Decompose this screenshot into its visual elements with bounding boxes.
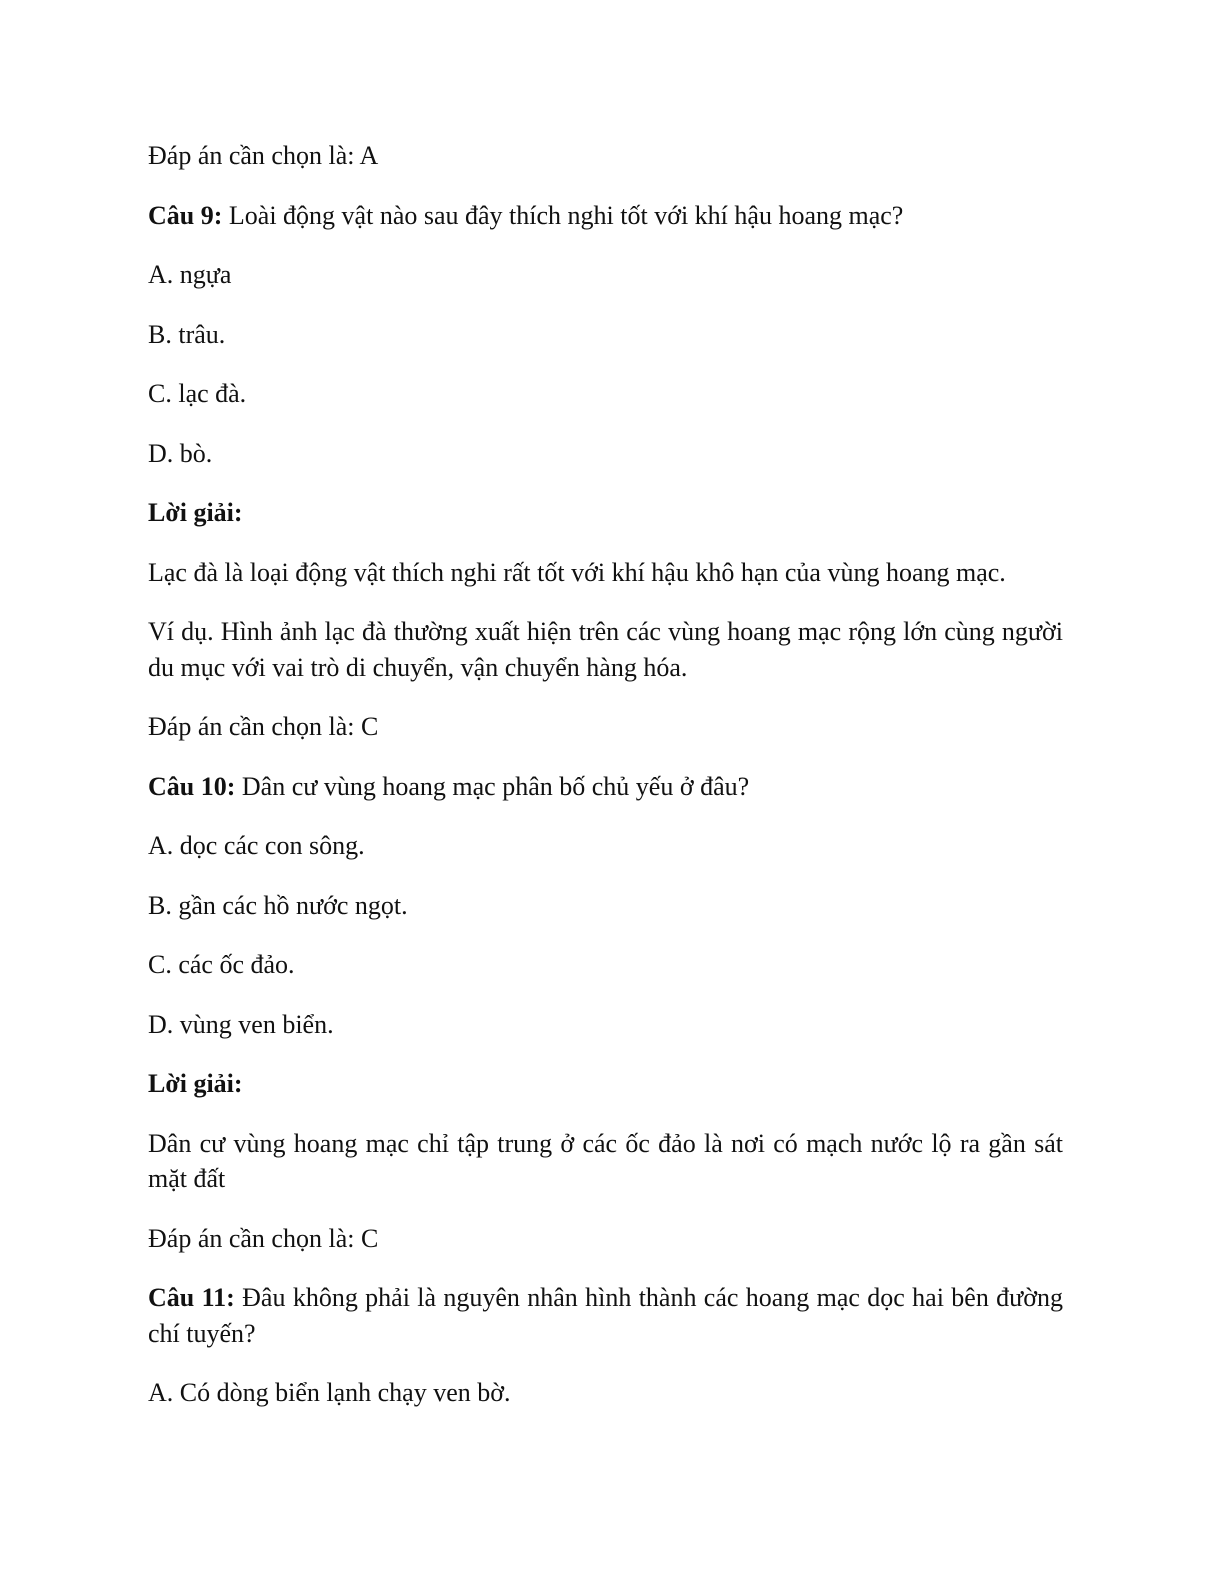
option-a: A. dọc các con sông. xyxy=(148,831,365,860)
answer-line: Đáp án cần chọn là: A xyxy=(148,141,379,170)
option-b: B. trâu. xyxy=(148,319,226,349)
option-c: C. các ốc đảo. xyxy=(148,950,295,979)
option-a: A. ngựa xyxy=(148,260,232,289)
question-text: Đâu không phải là nguyên nhân hình thành các hoang mạc dọc hai bên đường chí tuyến? xyxy=(148,1283,1063,1348)
question-11 xyxy=(148,1280,1063,1351)
solution-heading: Lời giải: xyxy=(148,1069,243,1098)
question-label: Câu 9: xyxy=(148,200,223,230)
option-a: A. Có dòng biển lạnh chạy ven bờ. xyxy=(148,1378,511,1407)
option-c: C. lạc đà. xyxy=(148,379,247,408)
answer-line: Đáp án cần chọn là: C xyxy=(148,712,379,741)
solution-paragraph: Dân cư vùng hoang mạc chỉ tập trung ở các ốc đảo là nơi có mạch nước lộ ra gần sát mặt đất xyxy=(148,1128,1063,1193)
option-d: D. vùng ven biển. xyxy=(148,1009,334,1039)
solution-paragraph: Ví dụ. Hình ảnh lạc đà thường xuất hiện trên các vùng hoang mạc rộng lớn cùng người du mục với vai trò di chuyển, vận chuyển hàng hóa. xyxy=(148,617,1063,682)
option-b: B. gần các hồ nước ngọt. xyxy=(148,890,408,920)
answer-line: Đáp án cần chọn là: C xyxy=(148,1223,379,1253)
question-text: Dân cư vùng hoang mạc phân bố chủ yếu ở đâu? xyxy=(235,771,750,801)
solution-heading: Lời giải: xyxy=(148,498,243,527)
option-d: D. bò. xyxy=(148,438,213,468)
question-9 xyxy=(148,198,1063,234)
question-10 xyxy=(148,769,1063,805)
question-label: Câu 11: xyxy=(148,1283,235,1312)
document-page xyxy=(148,138,1063,1435)
question-text: Loài động vật nào sau đây thích nghi tốt với khí hậu hoang mạc? xyxy=(222,200,904,230)
question-label: Câu 10: xyxy=(148,771,236,801)
solution-paragraph: Lạc đà là loại động vật thích nghi rất tốt với khí hậu khô hạn của vùng hoang mạc. xyxy=(148,557,1006,587)
